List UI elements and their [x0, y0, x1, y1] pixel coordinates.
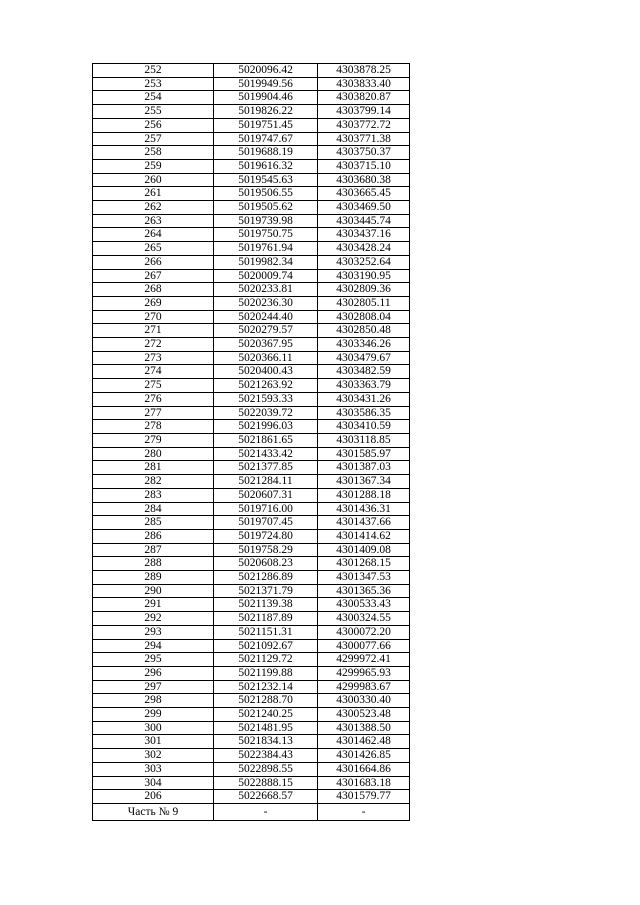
table-row — [93, 132, 410, 146]
y-coordinate-cell: 4303410.59 — [318, 420, 410, 434]
x-coordinate-cell: 5020096.42 — [214, 64, 318, 78]
y-coordinate-cell: 4303479.67 — [318, 351, 410, 365]
x-coordinate-cell: 5021284.11 — [214, 475, 318, 489]
coordinates-table-body — [93, 64, 410, 821]
y-coordinate-cell: 4301462.48 — [318, 735, 410, 749]
point-number-cell: 273 — [93, 351, 214, 365]
table-row — [93, 694, 410, 708]
table-row — [93, 557, 410, 571]
x-coordinate-cell: 5019747.67 — [214, 132, 318, 146]
coordinates-table — [92, 63, 410, 821]
point-number-cell: 284 — [93, 502, 214, 516]
x-coordinate-cell: 5021240.25 — [214, 708, 318, 722]
table-row — [93, 680, 410, 694]
x-coordinate-cell: 5021371.79 — [214, 584, 318, 598]
table-row — [93, 406, 410, 420]
point-number-cell: 266 — [93, 255, 214, 269]
table-row — [93, 762, 410, 776]
y-coordinate-cell: 4300533.43 — [318, 598, 410, 612]
point-number-cell: 267 — [93, 269, 214, 283]
y-coordinate-cell: 4303437.16 — [318, 228, 410, 242]
y-coordinate-cell: 4303772.72 — [318, 118, 410, 132]
table-row — [93, 529, 410, 543]
x-coordinate-cell: 5019724.80 — [214, 529, 318, 543]
point-number-cell: 280 — [93, 447, 214, 461]
table-row — [93, 653, 410, 667]
point-number-cell: 295 — [93, 653, 214, 667]
table-row — [93, 324, 410, 338]
part-label-cell: Часть № 9 — [93, 803, 214, 820]
y-coordinate-cell: 4300072.20 — [318, 625, 410, 639]
x-coordinate-cell: 5022898.55 — [214, 762, 318, 776]
point-number-cell: 269 — [93, 296, 214, 310]
y-coordinate-cell: 4301664.86 — [318, 762, 410, 776]
y-coordinate-cell: 4303431.26 — [318, 392, 410, 406]
point-number-cell: 290 — [93, 584, 214, 598]
table-row — [93, 201, 410, 215]
table-row — [93, 790, 410, 804]
table-row — [93, 721, 410, 735]
y-coordinate-cell: 4301683.18 — [318, 776, 410, 790]
y-coordinate-cell: 4303878.25 — [318, 64, 410, 78]
point-number-cell: 292 — [93, 612, 214, 626]
y-coordinate-cell: 4303482.59 — [318, 365, 410, 379]
table-row — [93, 91, 410, 105]
x-coordinate-cell: 5019826.22 — [214, 105, 318, 119]
y-coordinate-cell: 4300077.66 — [318, 639, 410, 653]
table-row — [93, 64, 410, 78]
y-coordinate-cell: 4303820.87 — [318, 91, 410, 105]
y-coordinate-cell: 4301436.31 — [318, 502, 410, 516]
point-number-cell: 255 — [93, 105, 214, 119]
x-coordinate-cell: 5020367.95 — [214, 338, 318, 352]
y-coordinate-cell: 4303586.35 — [318, 406, 410, 420]
y-coordinate-cell: 4301268.15 — [318, 557, 410, 571]
x-coordinate-cell: 5021433.42 — [214, 447, 318, 461]
point-number-cell: 288 — [93, 557, 214, 571]
table-row — [93, 612, 410, 626]
table-row — [93, 310, 410, 324]
point-number-cell: 281 — [93, 461, 214, 475]
y-coordinate-cell: 4303665.45 — [318, 187, 410, 201]
point-number-cell: 277 — [93, 406, 214, 420]
table-row — [93, 571, 410, 585]
table-row — [93, 543, 410, 557]
point-number-cell: 261 — [93, 187, 214, 201]
x-coordinate-cell: 5022888.15 — [214, 776, 318, 790]
x-coordinate-cell: 5021151.31 — [214, 625, 318, 639]
y-coordinate-cell: 4301585.97 — [318, 447, 410, 461]
table-row — [93, 77, 410, 91]
x-coordinate-cell: 5019949.56 — [214, 77, 318, 91]
y-coordinate-cell: 4303428.24 — [318, 242, 410, 256]
x-coordinate-cell: 5020400.43 — [214, 365, 318, 379]
y-coordinate-cell: 4303363.79 — [318, 379, 410, 393]
point-number-cell: 271 — [93, 324, 214, 338]
x-coordinate-cell: 5019758.29 — [214, 543, 318, 557]
point-number-cell: 297 — [93, 680, 214, 694]
point-number-cell: 276 — [93, 392, 214, 406]
table-row — [93, 735, 410, 749]
point-number-cell: 206 — [93, 790, 214, 804]
x-coordinate-cell: 5021263.92 — [214, 379, 318, 393]
x-coordinate-cell: 5019716.00 — [214, 502, 318, 516]
table-footer-row — [93, 803, 410, 820]
y-coordinate-cell: 4300330.40 — [318, 694, 410, 708]
point-number-cell: 278 — [93, 420, 214, 434]
y-coordinate-cell: 4301365.36 — [318, 584, 410, 598]
x-coordinate-cell: 5021286.89 — [214, 571, 318, 585]
x-placeholder-cell: - — [214, 803, 318, 820]
point-number-cell: 275 — [93, 379, 214, 393]
y-coordinate-cell: 4301426.85 — [318, 749, 410, 763]
x-coordinate-cell: 5021139.38 — [214, 598, 318, 612]
point-number-cell: 264 — [93, 228, 214, 242]
point-number-cell: 301 — [93, 735, 214, 749]
table-row — [93, 461, 410, 475]
x-coordinate-cell: 5021187.89 — [214, 612, 318, 626]
point-number-cell: 257 — [93, 132, 214, 146]
point-number-cell: 302 — [93, 749, 214, 763]
point-number-cell: 258 — [93, 146, 214, 160]
point-number-cell: 272 — [93, 338, 214, 352]
table-row — [93, 475, 410, 489]
y-coordinate-cell: 4303680.38 — [318, 173, 410, 187]
point-number-cell: 253 — [93, 77, 214, 91]
x-coordinate-cell: 5019761.94 — [214, 242, 318, 256]
x-coordinate-cell: 5019707.45 — [214, 516, 318, 530]
x-coordinate-cell: 5021288.70 — [214, 694, 318, 708]
point-number-cell: 294 — [93, 639, 214, 653]
table-row — [93, 502, 410, 516]
y-coordinate-cell: 4302808.04 — [318, 310, 410, 324]
table-row — [93, 159, 410, 173]
table-row — [93, 118, 410, 132]
x-coordinate-cell: 5021232.14 — [214, 680, 318, 694]
y-coordinate-cell: 4303799.14 — [318, 105, 410, 119]
x-coordinate-cell: 5019688.19 — [214, 146, 318, 160]
point-number-cell: 263 — [93, 214, 214, 228]
table-row — [93, 708, 410, 722]
point-number-cell: 274 — [93, 365, 214, 379]
table-row — [93, 447, 410, 461]
point-number-cell: 285 — [93, 516, 214, 530]
point-number-cell: 296 — [93, 666, 214, 680]
table-row — [93, 269, 410, 283]
y-coordinate-cell: 4299983.67 — [318, 680, 410, 694]
table-row — [93, 598, 410, 612]
x-coordinate-cell: 5020009.74 — [214, 269, 318, 283]
x-coordinate-cell: 5020279.57 — [214, 324, 318, 338]
point-number-cell: 279 — [93, 433, 214, 447]
point-number-cell: 270 — [93, 310, 214, 324]
y-coordinate-cell: 4301388.50 — [318, 721, 410, 735]
table-row — [93, 516, 410, 530]
y-coordinate-cell: 4303715.10 — [318, 159, 410, 173]
y-coordinate-cell: 4301437.66 — [318, 516, 410, 530]
x-coordinate-cell: 5019506.55 — [214, 187, 318, 201]
point-number-cell: 287 — [93, 543, 214, 557]
y-coordinate-cell: 4303750.37 — [318, 146, 410, 160]
x-coordinate-cell: 5020244.40 — [214, 310, 318, 324]
table-row — [93, 351, 410, 365]
point-number-cell: 298 — [93, 694, 214, 708]
x-coordinate-cell: 5022039.72 — [214, 406, 318, 420]
table-row — [93, 420, 410, 434]
y-coordinate-cell: 4300324.55 — [318, 612, 410, 626]
x-coordinate-cell: 5020233.81 — [214, 283, 318, 297]
table-row — [93, 255, 410, 269]
y-coordinate-cell: 4303118.85 — [318, 433, 410, 447]
x-coordinate-cell: 5019751.45 — [214, 118, 318, 132]
point-number-cell: 254 — [93, 91, 214, 105]
y-coordinate-cell: 4303469.50 — [318, 201, 410, 215]
y-coordinate-cell: 4299972.41 — [318, 653, 410, 667]
x-coordinate-cell: 5019750.75 — [214, 228, 318, 242]
table-row — [93, 584, 410, 598]
x-coordinate-cell: 5021834.13 — [214, 735, 318, 749]
point-number-cell: 286 — [93, 529, 214, 543]
y-coordinate-cell: 4301409.08 — [318, 543, 410, 557]
table-row — [93, 242, 410, 256]
x-coordinate-cell: 5019545.63 — [214, 173, 318, 187]
table-row — [93, 639, 410, 653]
y-coordinate-cell: 4303252.64 — [318, 255, 410, 269]
table-row — [93, 296, 410, 310]
point-number-cell: 304 — [93, 776, 214, 790]
y-coordinate-cell: 4302850.48 — [318, 324, 410, 338]
y-coordinate-cell: 4303445.74 — [318, 214, 410, 228]
table-row — [93, 625, 410, 639]
table-row — [93, 666, 410, 680]
point-number-cell: 289 — [93, 571, 214, 585]
table-row — [93, 776, 410, 790]
table-row — [93, 283, 410, 297]
table-row — [93, 173, 410, 187]
point-number-cell: 299 — [93, 708, 214, 722]
point-number-cell: 259 — [93, 159, 214, 173]
x-coordinate-cell: 5021129.72 — [214, 653, 318, 667]
y-coordinate-cell: 4302805.11 — [318, 296, 410, 310]
x-coordinate-cell: 5021996.03 — [214, 420, 318, 434]
point-number-cell: 252 — [93, 64, 214, 78]
y-coordinate-cell: 4303771.38 — [318, 132, 410, 146]
x-coordinate-cell: 5022384.43 — [214, 749, 318, 763]
point-number-cell: 283 — [93, 488, 214, 502]
table-row — [93, 214, 410, 228]
y-coordinate-cell: 4301288.18 — [318, 488, 410, 502]
table-row — [93, 749, 410, 763]
x-coordinate-cell: 5021377.85 — [214, 461, 318, 475]
x-coordinate-cell: 5022668.57 — [214, 790, 318, 804]
table-row — [93, 187, 410, 201]
table-row — [93, 365, 410, 379]
y-coordinate-cell: 4301414.62 — [318, 529, 410, 543]
x-coordinate-cell: 5021861.65 — [214, 433, 318, 447]
table-row — [93, 392, 410, 406]
y-coordinate-cell: 4301579.77 — [318, 790, 410, 804]
x-coordinate-cell: 5021593.33 — [214, 392, 318, 406]
point-number-cell: 303 — [93, 762, 214, 776]
x-coordinate-cell: 5021199.88 — [214, 666, 318, 680]
y-coordinate-cell: 4303833.40 — [318, 77, 410, 91]
point-number-cell: 268 — [93, 283, 214, 297]
point-number-cell: 293 — [93, 625, 214, 639]
x-coordinate-cell: 5020607.31 — [214, 488, 318, 502]
x-coordinate-cell: 5019505.62 — [214, 201, 318, 215]
y-coordinate-cell: 4299965.93 — [318, 666, 410, 680]
x-coordinate-cell: 5019982.34 — [214, 255, 318, 269]
x-coordinate-cell: 5020608.23 — [214, 557, 318, 571]
table-row — [93, 338, 410, 352]
y-coordinate-cell: 4301387.03 — [318, 461, 410, 475]
x-coordinate-cell: 5020236.30 — [214, 296, 318, 310]
point-number-cell: 291 — [93, 598, 214, 612]
table-row — [93, 488, 410, 502]
point-number-cell: 256 — [93, 118, 214, 132]
x-coordinate-cell: 5019904.46 — [214, 91, 318, 105]
y-coordinate-cell: 4301347.53 — [318, 571, 410, 585]
x-coordinate-cell: 5019616.32 — [214, 159, 318, 173]
table-row — [93, 379, 410, 393]
point-number-cell: 282 — [93, 475, 214, 489]
table-row — [93, 105, 410, 119]
y-coordinate-cell: 4302809.36 — [318, 283, 410, 297]
point-number-cell: 260 — [93, 173, 214, 187]
y-coordinate-cell: 4303190.95 — [318, 269, 410, 283]
table-row — [93, 146, 410, 160]
y-coordinate-cell: 4301367.34 — [318, 475, 410, 489]
point-number-cell: 265 — [93, 242, 214, 256]
point-number-cell: 300 — [93, 721, 214, 735]
table-row — [93, 228, 410, 242]
point-number-cell: 262 — [93, 201, 214, 215]
x-coordinate-cell: 5020366.11 — [214, 351, 318, 365]
y-coordinate-cell: 4300523.48 — [318, 708, 410, 722]
y-coordinate-cell: 4303346.26 — [318, 338, 410, 352]
x-coordinate-cell: 5021481.95 — [214, 721, 318, 735]
x-coordinate-cell: 5019739.98 — [214, 214, 318, 228]
table-row — [93, 433, 410, 447]
x-coordinate-cell: 5021092.67 — [214, 639, 318, 653]
y-placeholder-cell: - — [318, 803, 410, 820]
